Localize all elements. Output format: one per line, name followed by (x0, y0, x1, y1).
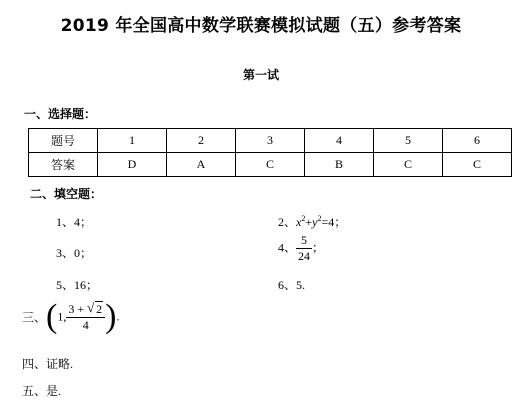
plus-sign: + (305, 215, 313, 229)
table-row-answers (29, 153, 512, 177)
page-title: 2019 年全国高中数学联赛模拟试题（五）参考答案 (60, 16, 462, 36)
table-header-answer: 答案 (29, 153, 98, 177)
exam-part-title: 第一试 (242, 68, 279, 82)
table-cell-answer: C (443, 153, 512, 177)
exp-y: 2 (317, 214, 322, 223)
table-cell-answer: B (305, 153, 374, 177)
table-cell-answer: A (167, 153, 236, 177)
fill-answer-2-rest: =4； (321, 215, 347, 229)
table-cell-answer: C (374, 153, 443, 177)
table-cell-number: 1 (98, 129, 167, 153)
var-x: x (296, 215, 302, 229)
fill-answer-4-suffix: ； (312, 240, 325, 255)
table-header-number: 题号 (29, 129, 98, 153)
numerator-term: 3 + (68, 301, 88, 316)
fill-answer-4 (278, 233, 324, 264)
period: . (116, 309, 120, 324)
fill-answer-3: 3、0； (56, 246, 93, 260)
fill-answer-2-prefix: 2、 (278, 215, 297, 229)
table-cell-number: 2 (167, 129, 236, 153)
section-3-prefix: 三、 (22, 310, 47, 325)
fraction-numerator (66, 302, 105, 318)
table-cell-answer: D (98, 153, 167, 177)
section-5-answer: 五、是. (22, 384, 62, 398)
section-3-answer (22, 300, 119, 334)
fraction-numerator: 5 (296, 233, 312, 249)
section-4-answer: 四、证略. (22, 357, 74, 371)
fill-answer-5: 5、16； (56, 278, 99, 292)
sqrt-symbol (87, 302, 103, 317)
answer-table (28, 128, 512, 177)
fraction (296, 233, 312, 264)
table-cell-number: 4 (305, 129, 374, 153)
fraction-denominator: 24 (298, 249, 311, 263)
interval-end-fraction (66, 302, 105, 333)
left-paren: ( (46, 298, 58, 335)
exp-x: 2 (301, 214, 306, 223)
table-cell-number: 3 (236, 129, 305, 153)
radicand: 2 (96, 301, 103, 316)
var-y: y (312, 215, 318, 229)
table-cell-number: 6 (443, 129, 512, 153)
right-paren: ) (105, 298, 117, 335)
fill-answer-6: 6、5. (278, 278, 306, 292)
fill-answer-1: 1、4； (56, 215, 93, 229)
fill-answer-2 (278, 213, 346, 230)
table-row-numbers (29, 129, 512, 153)
interval-start: 1, (57, 309, 67, 324)
table-cell-answer: C (236, 153, 305, 177)
fill-answer-4-prefix: 4、 (278, 240, 297, 255)
section-choice-heading: 一、选择题： (24, 107, 97, 121)
fraction-denominator: 4 (82, 317, 89, 332)
table-cell-number: 5 (374, 129, 443, 153)
section-fill-heading: 二、填空题： (30, 187, 103, 201)
